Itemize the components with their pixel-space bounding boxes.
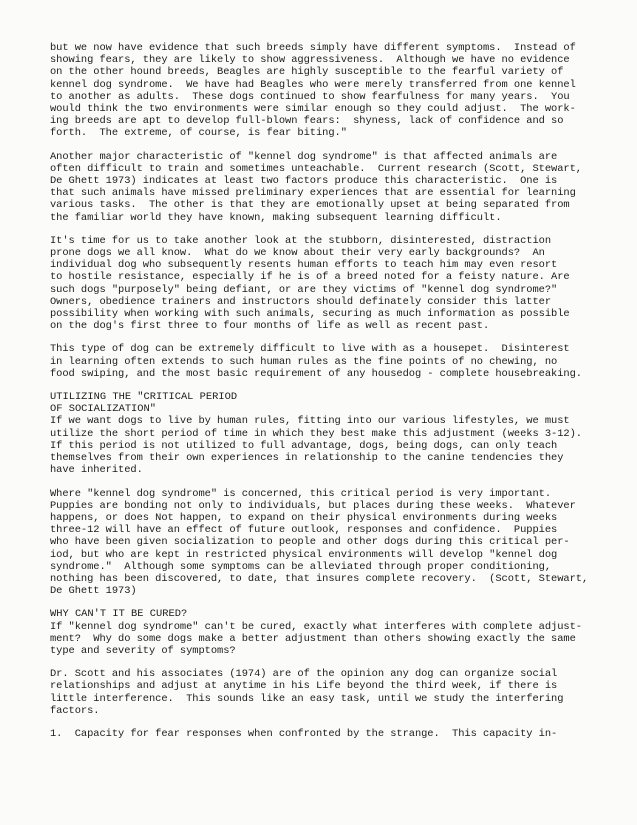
text-line: nothing has been discovered, to date, that insures complete recovery. (Scott, Stewart, (50, 572, 589, 585)
text-line: syndrome." Although some symptoms can be alleviated through proper conditioning, (50, 560, 552, 573)
text-line: often difficult to train and sometimes unteachable. Current research (Scott, Stewart, (50, 162, 582, 175)
text-line: the familiar world they have known, making subsequent learning difficult. (50, 211, 502, 224)
text-line: but we now have evidence that such breeds simply have different symptoms. Instead of (50, 42, 576, 54)
text-line: utilize the short period of time in which they best make this adjustment (weeks 3-12). (50, 427, 582, 440)
numbered-list-item (50, 728, 599, 740)
text-line: to hostile resistance, especially if he is of a breed noted for a feisty nature. Are (50, 271, 570, 284)
text-line: happens, or does Not happen, to expand on their physical environments during weeks (50, 511, 558, 524)
text-line: If this period is not utilized to full advantage, dogs, being dogs, can only teach (50, 439, 558, 452)
text-line: type and severity of symptoms? (50, 644, 236, 657)
text-line: factors. (50, 704, 100, 717)
text-line: in learning often extends to such human rules as the fine points of no chewing, no (50, 355, 558, 368)
text-line: little interference. This sounds like an easy task, until we study the interfering (50, 692, 564, 705)
text-line: prone dogs we all know. What do we know about their very early backgrounds? An (50, 247, 545, 260)
text-line: three-12 will have an effect of future outlook, responses and confidence. Puppies (50, 524, 558, 537)
text-line: If "kennel dog syndrome" can't be cured, exactly what interferes with complete adjust- (50, 620, 582, 633)
text-line: on the dog's first three to four months of life as well as recent past. (50, 320, 490, 333)
text-line: individual dog who subsequently resents human efforts to teach him may even resort (50, 259, 558, 272)
text-line: showing fears, they are likely to show aggressiveness. Although we have no evidence (50, 54, 570, 67)
text-line: 1. Capacity for fear responses when confronted by the strange. This capacity in- (50, 727, 558, 740)
section-heading-why-cant-it-be-cured (50, 608, 599, 620)
text-line: on the other hound breeds, Beagles are highly susceptible to the fearful variety of (50, 66, 564, 79)
text-line: ing breeds are apt to develop full-blown fears: shyness, lack of confidence and so (50, 115, 564, 128)
text-line: Another major characteristic of "kennel dog syndrome" is that affected animals are (50, 150, 558, 163)
text-line: kennel dog syndrome. We have had Beagles who were merely transferred from one kennel (50, 78, 576, 91)
text-line: have inherited. (50, 464, 143, 477)
paragraph (50, 621, 599, 658)
text-line: who have been given socialization to people and other dogs during this critical per- (50, 536, 570, 549)
paragraph (50, 151, 599, 224)
text-line: possibility when working with such animals, securing as much information as possible (50, 308, 570, 321)
heading-line: UTILIZING THE "CRITICAL PERIOD (50, 391, 238, 404)
text-line: If we want dogs to live by human rules, fitting into our various lifestyles, we must (50, 415, 570, 428)
text-line: would think the two environments were similar enough so they could adjust. The work- (50, 103, 576, 116)
text-line: ment? Why do some dogs make a better adjustment than others showing exactly the same (50, 632, 576, 645)
text-line: relationships and adjust at anytime in his Life beyond the third week, if there is (50, 680, 558, 693)
text-line: De Ghett 1973) indicates at least two factors produce this characteristic. One is (50, 175, 558, 188)
text-line: iod, but who are kept in restricted physical environments will develop "kennel dog (50, 548, 558, 561)
text-line: food swiping, and the most basic requirement of any housedog - complete housebreaking. (50, 367, 582, 380)
text-line: such dogs "purposely" being defiant, or are they victims of "kennel dog syndrome?" (50, 283, 558, 296)
paragraph (50, 235, 599, 333)
paragraph (50, 668, 599, 717)
text-line: This type of dog can be extremely difficult to live with as a housepet. Disinterest (50, 343, 570, 356)
document-body (50, 42, 599, 740)
text-line: forth. The extreme, of course, is fear biting." (50, 127, 347, 140)
text-line: Where "kennel dog syndrome" is concerned, this critical period is very important. (50, 487, 552, 500)
text-line: to another as adults. These dogs continued to show fearfulness for many years. You (50, 90, 570, 103)
text-line: themselves from their own experiences in relationship to the canine tendencies they (50, 452, 564, 465)
text-line: various tasks. The other is that they are emotionally upset at being separated from (50, 199, 570, 212)
text-line: Dr. Scott and his associates (1974) are of the opinion any dog can organize social (50, 668, 558, 681)
text-line: Puppies are bonding not only to individuals, but places during these weeks. Whatever (50, 499, 576, 512)
text-line: De Ghett 1973) (50, 585, 137, 598)
text-line: It's time for us to take another look at the stubborn, disinterested, distraction (50, 234, 552, 247)
text-line: Owners, obedience trainers and instructors should definately consider this latter (50, 295, 552, 308)
text-line: that such animals have missed preliminary experiences that are essential for learning (50, 187, 576, 200)
paragraph (50, 343, 599, 380)
heading-line: OF SOCIALIZATION" (50, 403, 157, 416)
section-heading-critical-period (50, 391, 599, 415)
heading-line: WHY CAN'T IT BE CURED? (50, 608, 188, 621)
paragraph (50, 488, 599, 598)
paragraph (50, 42, 599, 140)
paragraph (50, 415, 599, 476)
